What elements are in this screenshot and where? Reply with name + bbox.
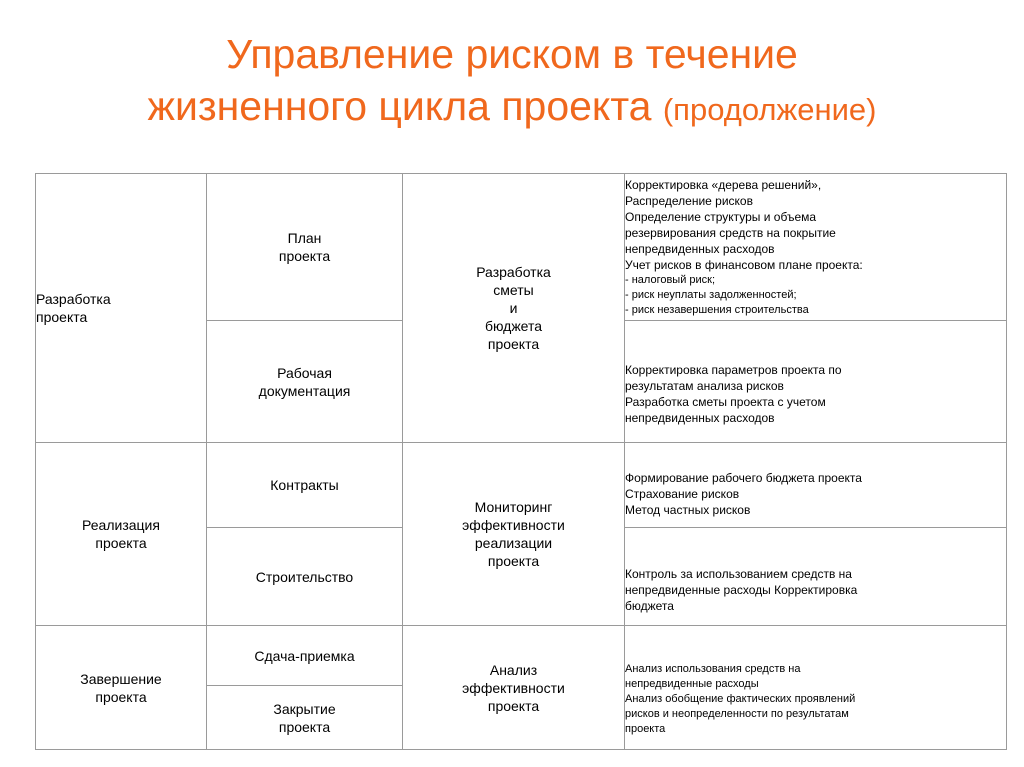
substage-docs: Рабочая документация [207, 321, 403, 443]
substage-acceptance: Сдача-приемка [207, 626, 403, 686]
detail-line: результатам анализа рисков [625, 379, 784, 393]
detail-line: Учет рисков в финансовом плане проекта: [625, 257, 863, 272]
stage-completion: Завершение проекта [36, 626, 207, 750]
detail-line: Разработка сметы проекта с учетом [625, 395, 826, 409]
detail-line: бюджета [625, 598, 674, 613]
table-row [36, 443, 1007, 528]
details-plan [625, 174, 1007, 321]
substage-closing: Закрытие проекта [207, 686, 403, 750]
table-row [36, 174, 1007, 321]
detail-line: Определение структуры и объема [625, 209, 817, 224]
detail-line: - риск неуплаты задолженностей; [625, 288, 797, 301]
detail-line: непредвиденных расходов [625, 241, 775, 256]
substage-construction: Строительство [207, 528, 403, 626]
stage-implementation: Реализация проекта [36, 443, 207, 626]
detail-line: непредвиденные расходы [625, 678, 759, 690]
details-completion [625, 626, 1007, 750]
detail-line: рисков и неопределенности по результатам [625, 708, 849, 720]
detail-line: Корректировка «дерева решений», [625, 177, 822, 192]
detail-line: резервирования средств на покрытие [625, 225, 836, 240]
details-construction [625, 528, 1007, 626]
detail-line: Страхование рисков [625, 486, 740, 501]
group-budget: Разработка сметы и бюджета проекта [403, 174, 625, 443]
title-line-1: Управление риском в течение [226, 31, 798, 77]
details-contracts [625, 443, 1007, 528]
group-monitoring: Мониторинг эффективности реализации проекта [403, 443, 625, 626]
stage-development: Разработка проекта [36, 174, 207, 443]
title-line-2 [0, 80, 1024, 136]
risk-management-table [35, 173, 1007, 750]
detail-line: непредвиденные расходы Корректировка [625, 582, 858, 597]
detail-line: Корректировка параметров проекта по [625, 363, 842, 377]
detail-line: непредвиденных расходов [625, 411, 775, 425]
slide-title [0, 28, 1024, 136]
title-line-2-main: жизненного цикла проекта [147, 83, 652, 129]
detail-line: Метод частных рисков [625, 502, 751, 517]
details-docs [625, 321, 1007, 443]
title-suffix: (продолжение) [662, 92, 877, 127]
detail-line: - риск незавершения строительства [625, 303, 809, 316]
detail-line: Формирование рабочего бюджета проекта [625, 470, 862, 485]
substage-contracts: Контракты [207, 443, 403, 528]
detail-line: Анализ обобщение фактических проявлений [625, 693, 856, 705]
detail-line: - налоговый риск; [625, 273, 716, 286]
detail-line: Контроль за использованием средств на [625, 566, 852, 581]
group-analysis: Анализ эффективности проекта [403, 626, 625, 750]
table-row [36, 626, 1007, 686]
substage-plan: План проекта [207, 174, 403, 321]
detail-line: Распределение рисков [625, 193, 753, 208]
detail-line: Анализ использования средств на [625, 663, 801, 675]
detail-line: проекта [625, 723, 666, 735]
